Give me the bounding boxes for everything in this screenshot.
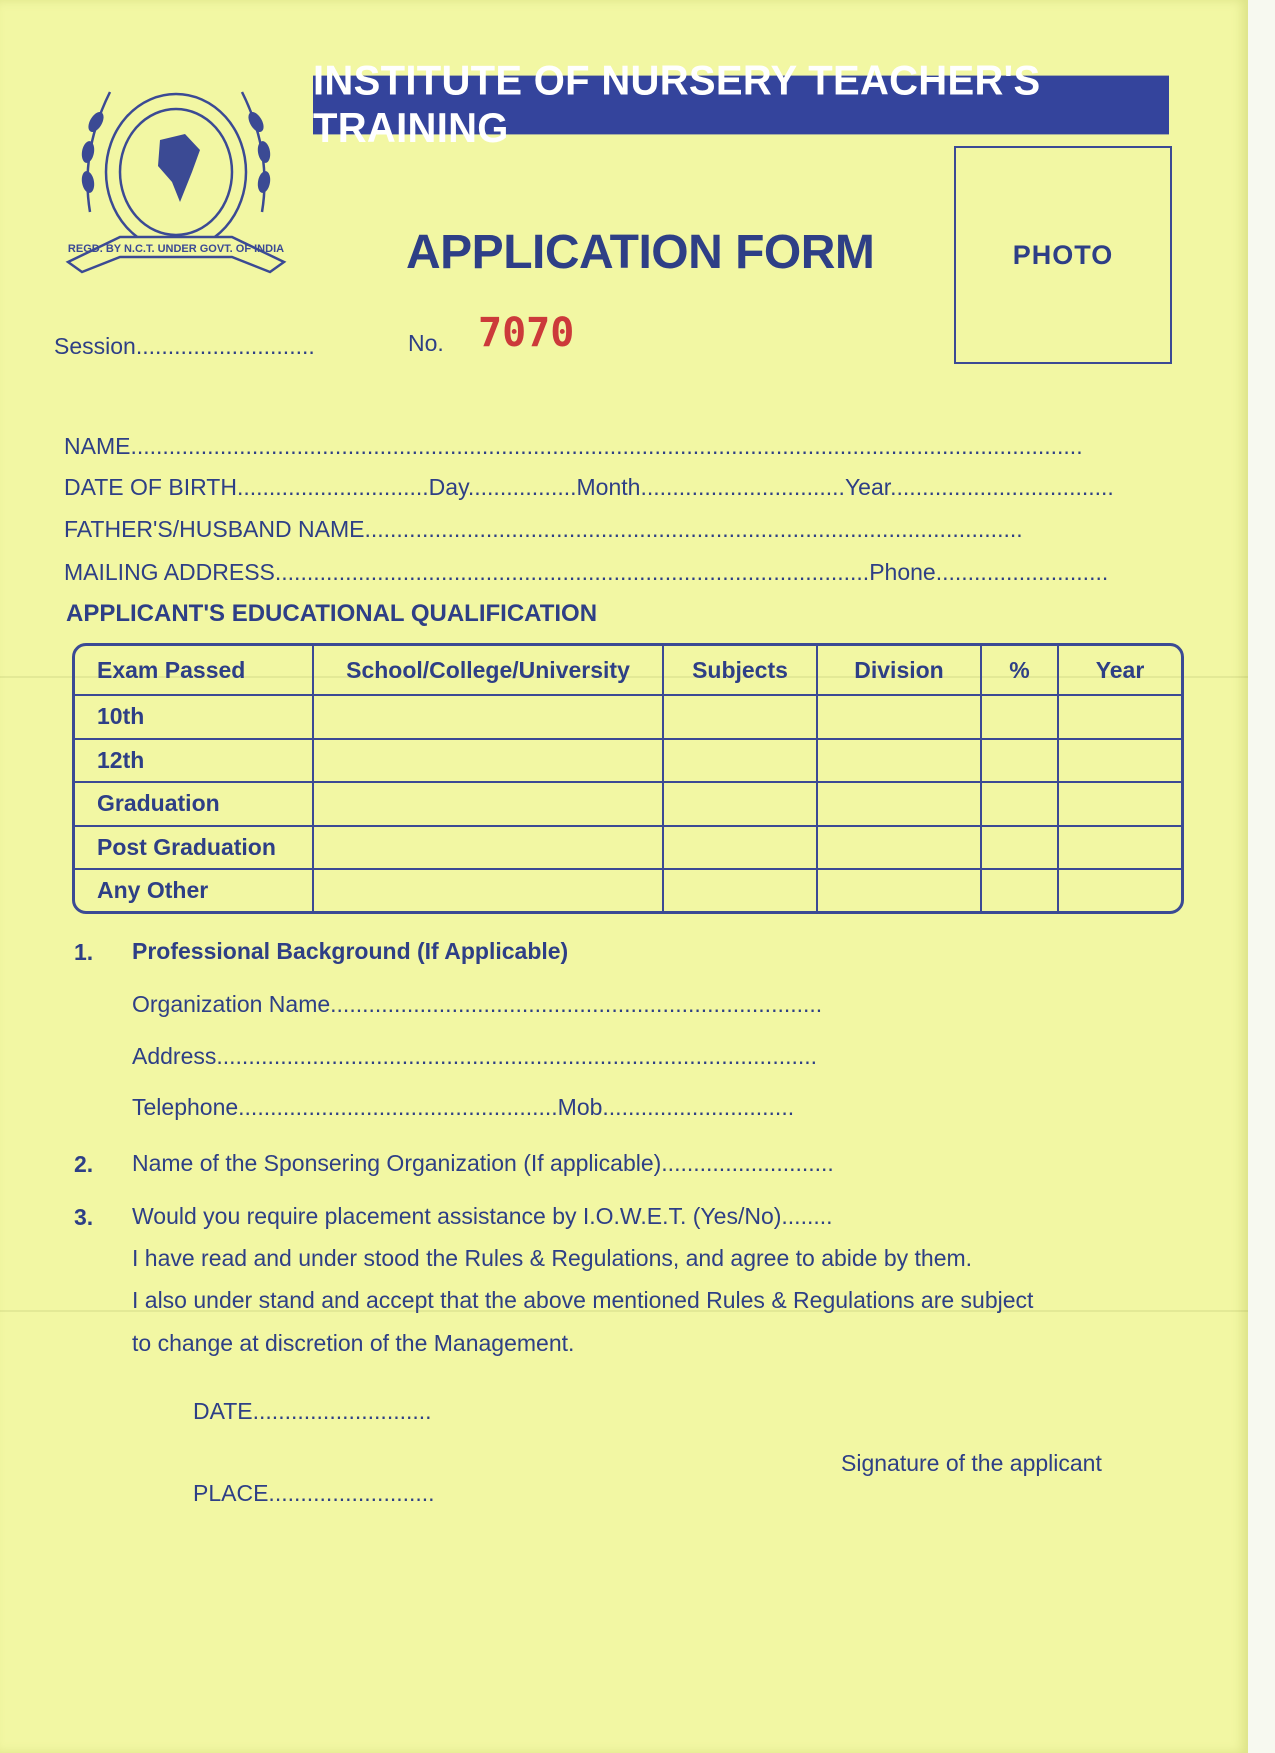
institute-title: INSTITUTE OF NURSERY TEACHER'S TRAINING bbox=[313, 76, 1169, 135]
month-label: Month bbox=[576, 474, 641, 500]
table-cell[interactable] bbox=[663, 826, 817, 870]
table-cell[interactable] bbox=[817, 782, 981, 826]
table-cell[interactable] bbox=[817, 695, 981, 739]
table-cell[interactable] bbox=[981, 826, 1058, 870]
name-field[interactable]: NAME..................................................................................................................................................... bbox=[64, 433, 1083, 459]
table-cell[interactable] bbox=[1058, 826, 1181, 870]
table-cell[interactable] bbox=[1058, 782, 1181, 826]
place-field[interactable]: PLACE.......................... bbox=[193, 1480, 435, 1506]
declaration-line: I have read and under stood the Rules & Regulations, and agree to abide by them. bbox=[132, 1245, 973, 1271]
dob-dots: .............................. bbox=[236, 474, 429, 500]
table-cell[interactable] bbox=[817, 826, 981, 870]
address-label: MAILING ADDRESS bbox=[64, 559, 275, 585]
table-cell[interactable] bbox=[981, 695, 1058, 739]
qualification-heading: APPLICANT'S EDUCATIONAL QUALIFICATION bbox=[66, 600, 598, 627]
table-cell[interactable] bbox=[313, 782, 663, 826]
phone-label: Phone bbox=[869, 559, 936, 585]
table-cell[interactable] bbox=[663, 695, 817, 739]
row-label: 10th bbox=[75, 695, 313, 739]
year-dots: ................................... bbox=[890, 474, 1114, 500]
row-label: 12th bbox=[75, 739, 313, 783]
table-cell[interactable] bbox=[1058, 869, 1181, 911]
column-header: % bbox=[981, 646, 1058, 695]
table-cell[interactable] bbox=[1058, 739, 1181, 783]
logo-ribbon-text: REGD. BY N.C.T. UNDER GOVT. OF INDIA bbox=[67, 243, 285, 255]
month-dots: ................................ bbox=[640, 474, 845, 500]
table-cell[interactable] bbox=[663, 782, 817, 826]
row-label: Any Other bbox=[75, 869, 313, 911]
table-cell[interactable] bbox=[981, 869, 1058, 911]
mailing-address-field[interactable] bbox=[64, 559, 1108, 586]
table-cell[interactable] bbox=[313, 739, 663, 783]
qualification-table bbox=[72, 643, 1184, 914]
year-label: Year bbox=[844, 474, 891, 500]
question-number: 1. bbox=[74, 939, 94, 965]
table-cell[interactable] bbox=[313, 869, 663, 911]
column-header: Year bbox=[1058, 646, 1181, 695]
table-header-row bbox=[75, 646, 1181, 695]
column-header: Division bbox=[817, 646, 981, 695]
table-cell[interactable] bbox=[1058, 695, 1181, 739]
declaration-line: to change at discretion of the Management. bbox=[132, 1330, 575, 1356]
question-number: 3. bbox=[74, 1204, 94, 1230]
photo-label: PHOTO bbox=[1012, 239, 1114, 270]
table-cell[interactable] bbox=[981, 782, 1058, 826]
day-dots: ................. bbox=[467, 474, 577, 500]
declaration-line: I also under stand and accept that the above mentioned Rules & Regulations are subject bbox=[132, 1287, 1034, 1313]
form-number-label: No. bbox=[408, 330, 444, 356]
session-dots: ............................ bbox=[135, 333, 315, 359]
phone-dots: ........................... bbox=[935, 559, 1109, 585]
table-cell[interactable] bbox=[663, 739, 817, 783]
table-cell[interactable] bbox=[981, 739, 1058, 783]
table-cell[interactable] bbox=[817, 869, 981, 911]
column-header: School/College/University bbox=[313, 646, 663, 695]
table-cell[interactable] bbox=[313, 695, 663, 739]
father-husband-field[interactable]: FATHER'S/HUSBAND NAME....................................................................................................... bbox=[64, 516, 1023, 542]
sponsoring-organization-field[interactable]: Name of the Sponsering Organization (If applicable)........................... bbox=[132, 1150, 834, 1176]
signature-label: Signature of the applicant bbox=[841, 1450, 1102, 1476]
table-row bbox=[75, 695, 1181, 739]
professional-background-heading: Professional Background (If Applicable) bbox=[132, 938, 569, 964]
session-label: Session bbox=[54, 333, 136, 359]
session-field[interactable] bbox=[54, 333, 315, 360]
address-dots: ............................................................................................. bbox=[274, 559, 870, 585]
table-row bbox=[75, 826, 1181, 870]
row-label: Graduation bbox=[75, 782, 313, 826]
institute-logo-icon bbox=[60, 62, 292, 294]
telephone-mob-field[interactable]: Telephone..................................................Mob.............................. bbox=[132, 1094, 795, 1120]
placement-assistance-field[interactable]: Would you require placement assistance by I.O.W.E.T. (Yes/No)........ bbox=[132, 1203, 833, 1229]
form-number-value: 7070 bbox=[478, 310, 575, 356]
table-row bbox=[75, 869, 1181, 911]
page-edge bbox=[1248, 0, 1275, 1753]
page-title: APPLICATION FORM bbox=[406, 226, 875, 279]
table-cell[interactable] bbox=[313, 826, 663, 870]
table-row bbox=[75, 782, 1181, 826]
photo-box[interactable] bbox=[954, 146, 1172, 364]
dob-field[interactable] bbox=[64, 474, 1114, 501]
table-cell[interactable] bbox=[817, 739, 981, 783]
question-number: 2. bbox=[74, 1151, 94, 1177]
row-label: Post Graduation bbox=[75, 826, 313, 870]
table-row bbox=[75, 739, 1181, 783]
organization-address-field[interactable]: Address.............................................................................................. bbox=[132, 1043, 818, 1069]
dob-label: DATE OF BIRTH bbox=[64, 474, 237, 500]
date-field[interactable]: DATE............................ bbox=[193, 1398, 432, 1424]
table-cell[interactable] bbox=[663, 869, 817, 911]
column-header: Exam Passed bbox=[75, 646, 313, 695]
day-label: Day bbox=[428, 474, 468, 500]
column-header: Subjects bbox=[663, 646, 817, 695]
organization-name-field[interactable]: Organization Name............................................................................. bbox=[132, 991, 823, 1017]
